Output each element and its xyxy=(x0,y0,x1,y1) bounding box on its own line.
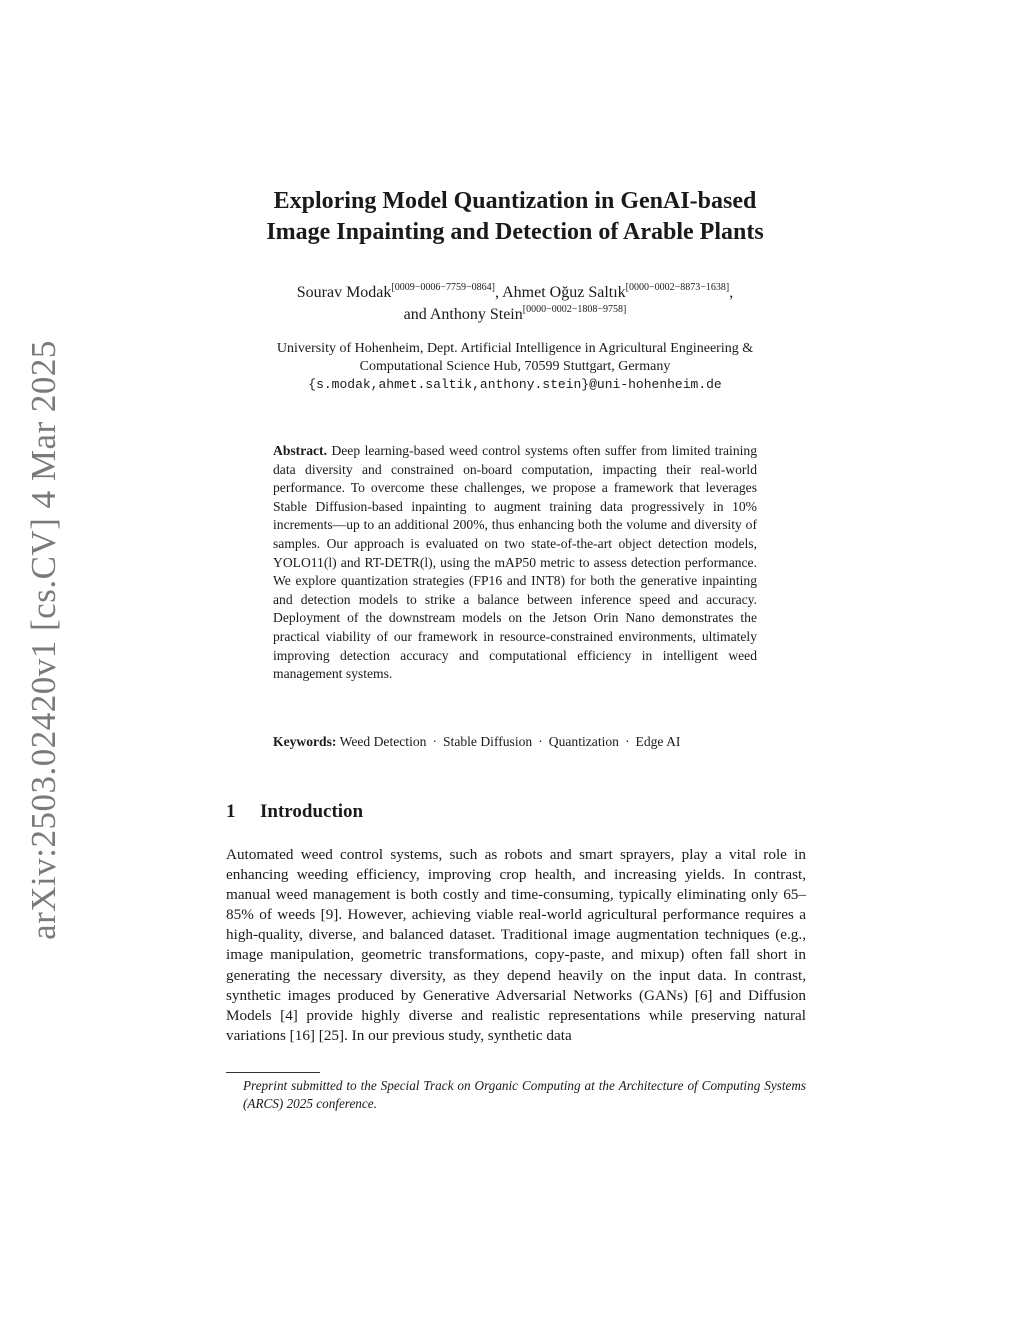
abstract xyxy=(273,442,757,684)
section-heading-introduction xyxy=(226,801,363,823)
introduction-paragraph: Automated weed control systems, such as robots and smart sprayers, play a vital role in enhancing weeding efficiency, improving crop health, and increasing yields. In contrast, manual weed management is both costly and time-consuming, typically eliminating only 65–85% of weeds [9]. However, achieving viable real-world agricultural performance requires a high-quality, diverse, and balanced dataset. Traditional image augmentation techniques (e.g., image manipulation, geometric transformations, copy-paste, and mixup) often fall short in generating the necessary diversity, as they depend heavily on the input data. In contrast, synthetic images produced by Generative Adversarial Networks (GANs) [6] and Diffusion Models [4] provide highly diverse and realistic representations while preserving natural variations [16] [25]. In our previous study, synthetic data xyxy=(226,846,806,1044)
keyword: Edge AI xyxy=(635,734,681,749)
abstract-text: Deep learning-based weed control systems often suffer from limited training data diversity and constrained on-board computation, impacting their real-world performance. To overcome these challenges, we propose a framework that leverages Stable Diffusion-based inpainting to augment training data progressively in 10% increments—up to an additional 200%, thus enhancing both the volume and diversity of samples. Our approach is evaluated on two state-of-the-art object detection models, YOLO11(l) and RT-DETR(l), using the mAP50 metric to assess detection performance. We explore quantization strategies (FP16 and INT8) for both the generative inpainting and detection models to strike a balance between inference speed and accuracy. Deployment of the downstream models on the Jetson Orin Nano demonstrates the practical viability of our framework in resource-constrained environments, ultimately improving detection accuracy and computational efficiency in intelligent weed management systems. xyxy=(273,443,757,682)
author-orcid: [0000−0002−1808−9758] xyxy=(522,304,627,315)
section-title: Introduction xyxy=(260,801,364,822)
author-emails: {s.modak,ahmet.saltik,anthony.stein}@uni-hohenheim.de xyxy=(308,377,722,392)
author-orcid: [0009−0006−7759−0864] xyxy=(391,282,495,293)
title-line-1: Exploring Model Quantization in GenAI-based xyxy=(273,188,757,214)
author-name: Sourav Modak xyxy=(296,284,392,301)
author-list: Sourav Modak[0009−0006−7759−0864], Ahmet Oğuz Saltık[0000−0002−8873−1638], and Anthony Stein[0000−0002−1808−9758] xyxy=(296,282,734,323)
author-name: Ahmet Oğuz Saltık xyxy=(502,284,626,301)
keyword: Quantization xyxy=(548,734,619,749)
author-name: Anthony Stein xyxy=(429,306,523,323)
keywords xyxy=(273,733,757,752)
keyword-separator: · xyxy=(432,734,437,749)
affiliation xyxy=(200,340,830,394)
keyword-separator: · xyxy=(538,734,543,749)
keyword-separator: · xyxy=(624,734,630,749)
author-orcid: [0000−0002−8873−1638] xyxy=(625,282,730,293)
arxiv-identifier-stamp: arXiv:2503.02420v1 [cs.CV] 4 Mar 2025 xyxy=(24,340,63,940)
section-number: 1 xyxy=(226,801,236,822)
paper-title xyxy=(200,186,830,248)
title-line-2: Image Inpainting and Detection of Arable Plants xyxy=(266,219,764,245)
abstract-label: Abstract. xyxy=(273,443,327,458)
keyword: Weed Detection xyxy=(339,734,427,749)
keywords-label: Keywords: xyxy=(273,734,337,749)
footnote: Preprint submitted to the Special Track on Organic Computing at the Architecture of Computing Systems (ARCS) 2025 conference. xyxy=(243,1078,806,1111)
footnote-rule xyxy=(226,1072,320,1073)
keyword: Stable Diffusion xyxy=(442,734,533,749)
affiliation-line-2: Computational Science Hub, 70599 Stuttgart, Germany xyxy=(359,359,671,374)
affiliation-line-1: University of Hohenheim, Dept. Artificial Intelligence in Agricultural Engineering & xyxy=(276,341,754,356)
